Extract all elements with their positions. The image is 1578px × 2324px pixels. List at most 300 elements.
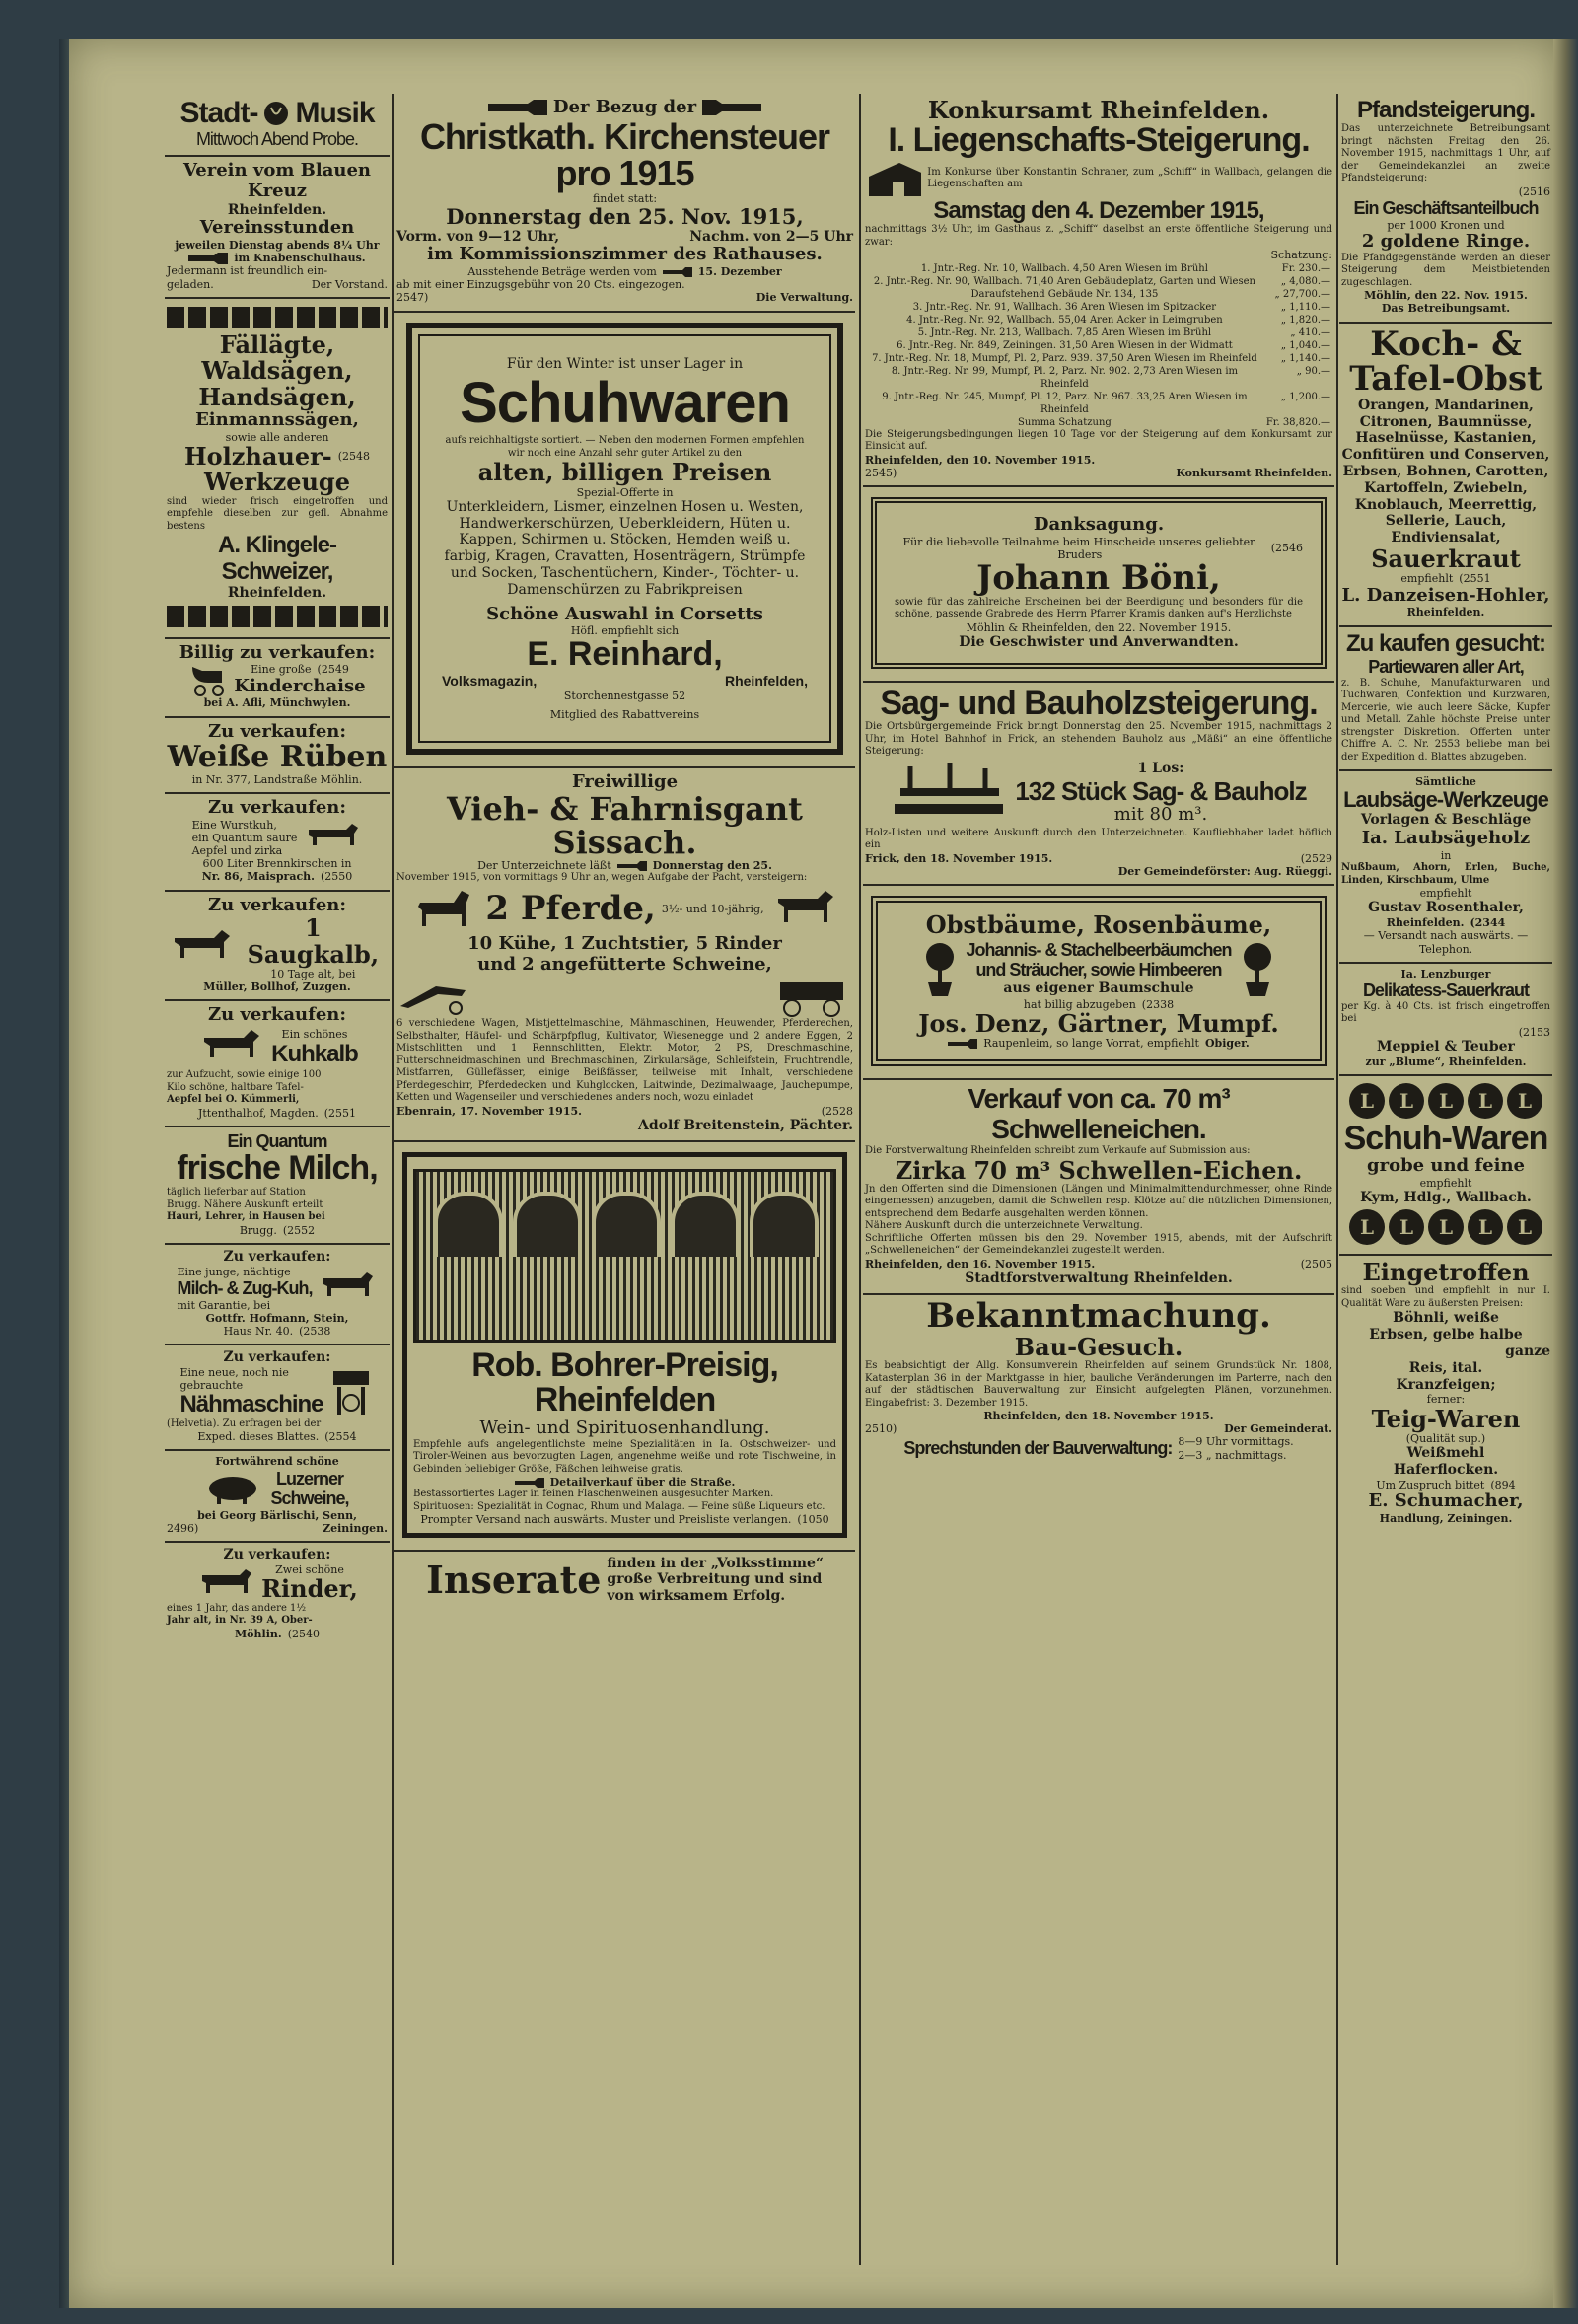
ornament-letter: L <box>1468 1209 1503 1245</box>
ad-title: Koch- & <box>1370 324 1522 364</box>
ornament-bar <box>167 606 388 627</box>
ad-text: Wein- und Spirituosenhandlung. <box>479 1417 770 1439</box>
property-row <box>865 365 1332 391</box>
ad-place: Zeiningen. <box>323 1522 388 1536</box>
property-description: 9. Jntr.-Reg. Nr. 245, Mumpf, Pl. 12, Parz. Nr. 967. 33,25 Aren Wiesen im Rheinfeld <box>882 391 1248 415</box>
ad-text: ein Quantum saure <box>191 831 298 844</box>
ad-text: findet statt: <box>592 192 658 206</box>
ad-signature: Der Gemeindeförster: Aug. Rüeggi. <box>1117 865 1332 879</box>
ad-title: Zu verkaufen: <box>223 1349 331 1366</box>
ad-text: November 1915, von vormittags 9 Uhr an, wegen Aufgabe der Pacht, versteigern: <box>396 872 808 884</box>
wagon-icon <box>774 975 853 1018</box>
ad-text: Mittwoch Abend Probe. <box>195 128 359 149</box>
ad-advertiser: Jos. Denz, Gärtner, Mumpf. <box>918 1008 1279 1038</box>
column-2 <box>394 94 855 2265</box>
ad-text: Aepfel bei O. Kümmerli, <box>167 1094 300 1106</box>
ad-text: finden in der „Volksstimme“ <box>607 1555 824 1571</box>
ad-title: Waldsägen, <box>201 356 353 386</box>
ad-text: Jttenthalhof, Magden. <box>197 1106 319 1120</box>
ad-headline: Ia. Laubsägeholz <box>1361 828 1531 849</box>
ad-text: sowie für das zahlreiche Erscheinen bei der Beerdigung und besonders für die schöne, passende Grabrede des Herrn Pfarrer Kramis danken auf's Herzlichste <box>895 596 1303 620</box>
ad-text: mit Garantie, bei <box>177 1298 271 1312</box>
property-value: „ 1,040.— <box>1280 339 1330 351</box>
property-value: Fr. 38,820.— <box>1265 416 1330 428</box>
ad-title: Zu verkaufen: <box>207 894 347 915</box>
ornament-circles <box>1341 1209 1550 1245</box>
ad-schuh-waren <box>1339 1076 1552 1256</box>
pig-icon <box>205 1471 264 1506</box>
ad-text: Jedermann ist freundlich ein- <box>167 264 328 278</box>
ad-text: Für die liebevolle Teilnahme beim Hinscheide unseres geliebten Bruders <box>902 535 1257 561</box>
ad-headline: Johann Böni, <box>976 558 1221 599</box>
ad-text: Eine neue, noch nie <box>179 1365 289 1379</box>
ad-text: aufs reichhaltigste sortiert. — Neben den modernen Formen empfehlen wir noch eine Anzahl sehr guter Artikel zu den <box>445 435 805 459</box>
ad-text: jeweilen Dienstag abends 8¼ Uhr <box>175 239 380 253</box>
ad-title: frische Milch, <box>177 1149 378 1188</box>
ad-naehmaschine <box>165 1345 390 1451</box>
ad-advertiser: Gustav Rosenthaler, <box>1368 900 1524 916</box>
ad-text: Die Steigerungsbedingungen liegen 10 Tage vor der Steigerung auf dem Konkursamt zur Einsicht auf. <box>865 428 1332 453</box>
ad-date: Rheinfelden, den 10. November 1915. <box>865 453 1096 467</box>
property-table <box>865 262 1332 429</box>
ad-title: Eingetroffen <box>1362 1258 1530 1287</box>
ad-text: per Kg. à 40 Cts. ist frisch eingetroffen bei <box>1341 1000 1550 1025</box>
ad-title: Zu verkaufen: <box>207 796 347 818</box>
ad-number: 2545) <box>865 466 897 479</box>
ad-number: (2516 <box>1518 184 1550 198</box>
ad-text: Nähere Auskunft durch die unterzeichnete Verwaltung. <box>865 1220 1143 1232</box>
ad-signature: Die Verwaltung. <box>755 291 853 305</box>
property-description: Summa Schatzung <box>1018 416 1112 428</box>
ad-number: (2540 <box>287 1627 320 1640</box>
ad-bekanntmachung <box>863 1295 1334 1468</box>
ad-text: sind soeben und empfiehlt in nur I. Qualität Ware zu äußersten Preisen: <box>1341 1285 1550 1309</box>
ad-text: Raupenleim, so lange Vorrat, empfiehlt <box>983 1037 1199 1051</box>
cattle-icon <box>196 1565 255 1601</box>
potted-tree-icon <box>1238 939 1277 998</box>
ad-text: Höfl. empfiehlt sich <box>570 624 680 638</box>
ad-wurstkuh <box>165 794 390 892</box>
ad-number: (2538 <box>299 1324 331 1338</box>
ad-place: Rheinfelden. <box>1386 916 1465 930</box>
ad-number: (2505 <box>1300 1257 1332 1271</box>
pointing-hand-icon <box>188 253 228 264</box>
ad-schwelleneichen <box>863 1080 1334 1294</box>
ad-time: 2—3 „ nachmittags. <box>1178 1448 1287 1462</box>
ad-title: Obstbäume, Rosenbäume, <box>925 910 1272 940</box>
ad-weisse-rueben <box>165 718 390 794</box>
ad-text: Spezial-Offerte in <box>576 485 674 499</box>
ad-text: Detailverkauf über die Straße. <box>549 1476 736 1489</box>
ad-text: täglich lieferbar auf Station <box>167 1187 306 1198</box>
ad-title: Der Bezug der <box>552 97 697 117</box>
ad-text: Orangen, Mandarinen, Citronen, Baumnüsse, Haselnüsse, Kastanien, Confitüren und Conserven, Erbsen, Bohnen, Carotten, Kartoffeln, Zwiebeln, Knoblauch, Meerrettig, Sellerie, Lauch, Endiviensalat, <box>1341 397 1550 546</box>
ad-text: empfiehlt <box>1419 1177 1472 1191</box>
ad-text: zur Aufzucht, sowie einige 100 <box>167 1069 322 1081</box>
ad-text: 3½- und 10-jährig, <box>661 903 764 916</box>
ad-text: hat billig abzugeben <box>1023 997 1136 1011</box>
ad-schuhwaren-reinhard <box>394 313 855 769</box>
pointing-hand-icon <box>617 861 647 871</box>
ad-text: sowie alle anderen <box>225 430 329 444</box>
ornament-letter: L <box>1428 1209 1464 1245</box>
ad-text: Ausstehende Beträge werden vom <box>467 265 657 279</box>
page-edge <box>1553 39 1578 2308</box>
ad-text: geladen. <box>167 277 214 291</box>
ad-kirchensteuer <box>394 94 855 313</box>
ad-text: Unterkleidern, Lismer, einzelnen Hosen u. Westen, Handwerkerschürzen, Ueberkleidern, Hüten u. Kappen, Schirmen u. Stöcken, Hemden weiß u. farbig, Kragen, Cravatten, Hosenträgern, Strümpfe und Socken, Taschentüchern, Kinder-, Töchter- u. Damenschürzen zu Fabrikpreisen <box>444 498 806 598</box>
ad-place: zur „Blume“, Rheinfelden. <box>1365 1054 1527 1068</box>
property-row <box>865 262 1332 275</box>
property-row <box>865 314 1332 327</box>
property-description: Daraufstehend Gebäude Nr. 134, 135 <box>970 288 1159 300</box>
ad-text: gebrauchte <box>179 1379 244 1393</box>
ad-number: (2153 <box>1518 1025 1550 1039</box>
ad-title: Kuhkalb <box>271 1040 358 1067</box>
ad-text: ab mit einer Einzugsgebühr von 20 Cts. eingezogen. <box>396 278 685 292</box>
ad-text: von wirksamem Erfolg. <box>607 1588 786 1605</box>
ad-number: 2547) <box>396 291 429 305</box>
ad-text: Empfehle aufs angelegentlichste meine Spezialitäten in Ia. Ostschweizer- und Tiroler-Weinen aus bevorzugten Lagen, angenehme weiße und rote Tischweine, in Gebinden beliebiger Größe, Fäßchen leihweise gratis. <box>413 1438 836 1475</box>
ad-blaues-kreuz <box>165 157 390 299</box>
ad-title: Vieh- & Fahrnisgant Sissach. <box>447 789 803 861</box>
property-description: 3. Jntr.-Reg. Nr. 91, Wallbach. 36 Aren Wiesen im Spitzacker <box>912 301 1217 313</box>
ad-obstbaeume <box>863 886 1334 1080</box>
ad-number: (2546 <box>1270 542 1303 555</box>
cow-icon <box>318 1269 377 1308</box>
wine-cellar-woodcut-illustration <box>413 1169 836 1343</box>
pointing-hand-icon <box>663 267 692 277</box>
property-value: „ 1,110.— <box>1280 301 1330 313</box>
property-row <box>865 301 1332 314</box>
cow-icon <box>303 820 362 855</box>
property-value: „ 27,700.— <box>1274 288 1330 300</box>
column-4 <box>1339 94 1552 2265</box>
ad-signature: Die Geschwister und Anverwandten. <box>959 633 1239 650</box>
ad-heading: Bau-Gesuch. <box>1014 1332 1184 1361</box>
ad-text: per 1000 Kronen und <box>1387 218 1505 232</box>
ad-date: Rheinfelden, den 16. November 1915. <box>865 1257 1096 1271</box>
ad-text: Prompter Versand nach auswärts. Muster und Preisliste verlangen. <box>420 1513 792 1527</box>
property-description: 5. Jntr.-Reg. Nr. 213, Wallbach. 7,85 Aren Wiesen im Brühl <box>917 327 1212 338</box>
ad-text: Böhnli, weiße <box>1393 1310 1499 1327</box>
diamond-border-frame <box>406 323 843 756</box>
property-value: „ 410.— <box>1290 327 1330 338</box>
ad-headline: grobe und feine <box>1367 1155 1525 1177</box>
ad-text: Ia. Lenzburger <box>1400 967 1491 980</box>
ad-number: (2344 <box>1470 916 1506 930</box>
ad-text: Haferflocken. <box>1393 1462 1499 1479</box>
ad-text: Für den Winter ist unser Lager in <box>506 355 744 372</box>
ad-advertiser: E. Reinhard, <box>527 635 723 674</box>
ad-text: mit 80 m³. <box>1113 804 1208 826</box>
ad-text: Um Zuspruch bittet <box>1376 1478 1485 1491</box>
ad-text: große Verbreitung und sind <box>607 1571 823 1588</box>
ad-signature: Der Gemeinderat. <box>1224 1422 1332 1436</box>
property-value: Fr. 230.— <box>1281 262 1330 274</box>
ornament-circles <box>1341 1083 1550 1119</box>
ad-title: Schuh-Waren <box>1343 1119 1548 1157</box>
column-1 <box>165 94 390 2265</box>
ad-text: 10 Tage alt, bei <box>270 968 356 981</box>
ad-text: in <box>1440 848 1452 862</box>
potted-tree-icon <box>920 939 960 998</box>
ornament-letter: L <box>1349 1209 1385 1245</box>
ad-text: Exped. dieses Blattes. <box>197 1430 320 1444</box>
ad-address: Storchennestgasse 52 <box>563 689 686 702</box>
property-description: 8. Jntr.-Reg. Nr. 99, Mumpf, Pl. 2, Parz. Nr. 902. 2,73 Aren Wiesen im Rheinfeld <box>891 365 1239 390</box>
ad-date: Ebenrain, 17. November 1915. <box>396 1104 582 1118</box>
ad-inserate <box>394 1552 855 1611</box>
ad-bohrer-preisig <box>394 1142 855 1552</box>
ad-text: Volksmagazin, <box>442 673 538 690</box>
ad-heading: Vereinsstunden <box>199 217 355 239</box>
ad-headline: Partiewaren aller Art, <box>1368 656 1524 677</box>
ad-text: 1 Los: <box>1137 760 1184 776</box>
ad-text: Möhlin. <box>235 1627 282 1640</box>
ad-signature: Obiger. <box>1204 1037 1250 1051</box>
ad-number: 2510) <box>865 1422 897 1436</box>
ad-title: Fällägte, <box>219 329 335 359</box>
ad-title: Inserate <box>426 1557 602 1602</box>
ad-place: Rheinfelden. <box>1406 606 1485 619</box>
ad-kuhkalb <box>165 1001 390 1126</box>
ad-title: Johannis- & Stachelbeerbäumchen <box>966 939 1232 960</box>
ad-number: (1050 <box>797 1513 829 1527</box>
ad-signature: Konkursamt Rheinfelden. <box>1176 466 1332 479</box>
ad-pfandsteigerung <box>1339 94 1552 324</box>
pointing-hand-icon <box>488 100 547 115</box>
ad-date: Rheinfelden, den 18. November 1915. <box>983 1410 1214 1423</box>
calf-icon <box>167 926 233 970</box>
ad-title: I. Liegenschafts-Steigerung. <box>888 121 1310 160</box>
ad-title: Zu verkaufen: <box>223 1248 331 1265</box>
ad-number: (2549 <box>317 663 349 677</box>
ad-sauerkraut <box>1339 964 1552 1076</box>
ad-text: Mitglied des Rabattvereins <box>549 708 700 722</box>
ad-text: aus eigener Baumschule <box>1003 980 1194 996</box>
property-row <box>865 352 1332 365</box>
ad-title: Tafel-Obst <box>1349 359 1542 399</box>
ad-text: Telephon. <box>1418 942 1473 956</box>
horse-icon <box>410 885 479 934</box>
ad-text: Es beabsichtigt der Allg. Konsumverein Rheinfelden auf seinem Grundstück Nr. 1808, Katasterplan 36 in der Marktgasse in hier, bauliche Veränderungen im Parterre, nach den auf der städtischen Bauverwaltung zur Einsicht aufgelegten Plänen, vorzunehmen. Eingabefrist: 3. Dezember 1915. <box>865 1360 1332 1409</box>
ad-title: und Sträucher, sowie Himbeeren <box>975 960 1222 980</box>
ad-text: nachmittags 3½ Uhr, im Gasthaus z. „Schiff“ daselbst an erste öffentliche Steigerung und zwar: <box>865 224 1332 248</box>
ad-heading: Sprechstunden der Bauverwaltung: <box>903 1438 1173 1459</box>
ad-time: Nachm. von 2—5 Uhr <box>689 228 853 245</box>
ad-title: Rinder, <box>261 1574 358 1604</box>
ad-text: in Nr. 377, Landstraße Möhlin. <box>191 772 363 786</box>
property-value: „ 4,080.— <box>1280 275 1330 287</box>
ad-title: Stadt- <box>179 97 258 129</box>
ad-text: Nußbaum, Ahorn, Erlen, Buche, Linden, Kirschbaum, Ulme <box>1341 862 1550 886</box>
ad-signature: Adolf Breitenstein, Pächter. <box>638 1117 853 1133</box>
ad-date: Donnerstag den 25. Nov. 1915, <box>446 204 804 230</box>
property-value: „ 1,140.— <box>1280 352 1330 364</box>
ad-date: Samstag den 4. Dezember 1915, <box>933 197 1264 225</box>
property-value: „ 1,820.— <box>1280 314 1330 326</box>
property-row <box>865 339 1332 352</box>
column-rule <box>859 94 861 2265</box>
ad-title: Zu kaufen gesucht: <box>1345 629 1546 657</box>
ad-schweine <box>165 1451 390 1543</box>
ad-title: Einmannssägen, <box>195 408 359 430</box>
cow-icon <box>770 885 839 934</box>
ad-advertiser: Rob. Bohrer-Preisig, Rheinfelden <box>471 1345 778 1419</box>
ad-title: Christkath. Kirchensteuer pro 1915 <box>419 115 830 194</box>
property-description: 7. Jntr.-Reg. Nr. 18, Mumpf, Pl. 2, Parz. 939. 37,50 Aren Wiesen im Rheinfeld <box>872 352 1257 364</box>
pointing-hand-icon <box>515 1478 544 1488</box>
ad-text: Haus Nr. 40. <box>223 1324 294 1338</box>
property-value: „ 90.— <box>1296 365 1330 377</box>
ad-werkzeuge <box>165 299 390 639</box>
ad-title: Ein Quantum <box>227 1130 327 1151</box>
ad-number: (2338 <box>1141 997 1175 1011</box>
ad-number: (2550 <box>320 870 353 884</box>
ad-title: Fortwährend schöne <box>215 1455 339 1469</box>
ad-number: (894 <box>1490 1478 1516 1491</box>
ad-saugkalb <box>165 892 390 1002</box>
ad-text: empfiehlt <box>1400 572 1454 586</box>
ad-text: Die Forstverwaltung Rheinfelden schreibt zum Verkaufe auf Submission aus: <box>865 1145 1251 1157</box>
column-3 <box>863 94 1334 2265</box>
ad-date: 15. Dezember <box>697 265 782 279</box>
ad-headline: Schöne Auswahl in Corsetts <box>486 603 763 624</box>
ornament-bar <box>167 307 388 328</box>
ad-advertiser: Meppiel & Teuber <box>1377 1038 1515 1054</box>
sewing-machine-icon <box>329 1367 375 1416</box>
ad-title: Zu verkaufen: <box>207 1004 347 1026</box>
ad-text: Schriftliche Offerten müssen bis den 29. November 1915, abends, mit der Aufschrift „Schwelleneichen“ der Gemeindekanzlei zugestellt werden. <box>865 1232 1332 1257</box>
ad-text: Im Konkurse über Konstantin Schraner, zum „Schiff“ in Wallbach, gelangen die Liegenschaften am <box>927 166 1332 190</box>
ad-text: Reis, ital. <box>1408 1359 1483 1376</box>
ad-title: Luzerner <box>275 1468 344 1489</box>
ad-text: Die Ortsbürgergemeinde Frick bringt Donnerstag den 25. November 1915, nachmittags 2 Uhr, im Hotel Bahnhof in Frick, an stehendem Bauholz aus „Mäßi“ an eine öffentliche Steigerung: <box>865 721 1332 758</box>
ad-text: Kilo schöne, haltbare Tafel- <box>167 1081 304 1093</box>
ad-title: Konkursamt Rheinfelden. <box>927 96 1270 124</box>
ad-rinder <box>165 1543 390 1646</box>
ad-signature: Der Vorstand. <box>311 277 388 291</box>
property-description: 4. Jntr.-Reg. Nr. 92, Wallbach. 55,04 Aren Acker in Leimgruben <box>906 314 1223 326</box>
woodcutters-illustration <box>891 759 1009 828</box>
ad-title: Sag- und Bauholzsteigerung. <box>880 684 1318 722</box>
ad-text: Rheinfelden. <box>227 201 327 218</box>
ornament-letter: L <box>1468 1083 1503 1119</box>
ad-text: Hauri, Lehrer, in Hausen bei <box>167 1211 325 1223</box>
ad-title: Bekanntmachung. <box>926 1295 1271 1336</box>
ad-title: Zu verkaufen: <box>223 1547 331 1563</box>
ad-text: Sämtliche <box>1415 775 1476 789</box>
ad-title: Musik <box>295 97 375 129</box>
ad-title: Weiße Rüben <box>167 740 388 775</box>
ad-time: Vorm. von 9—12 Uhr, <box>396 228 560 245</box>
ad-text: im Knabenschulhaus. <box>234 252 366 265</box>
ad-title: Schweine, <box>270 1489 349 1509</box>
ornament-letter: L <box>1389 1083 1424 1119</box>
ad-headline: Zirka 70 m³ Schwellen-Eichen. <box>895 1155 1303 1185</box>
ad-title: Holzhauer- <box>183 441 332 471</box>
ad-text: — Versandt nach auswärts. — <box>1363 929 1529 943</box>
ad-koch-tafel-obst <box>1339 324 1552 627</box>
ad-title: Werkzeuge <box>204 468 350 497</box>
ad-text: Müller, Bollhof, Zuzgen. <box>203 980 351 994</box>
ad-date: Möhlin, den 22. Nov. 1915. <box>1364 289 1528 303</box>
ad-text: z. B. Schuhe, Manufakturwaren und Tuchwaren, Confektion und Kurzwaren, Mercerie, wie auch leere Säcke, Kupfer und Metall. Zahle höchste Preise unter strengster Diskretion. Offerten unter Chiffre A. C. Nr. 2553 beliebe man bei der Expedition d. Blattes abzugeben. <box>1341 677 1550 763</box>
ad-date: Frick, den 18. November 1915. <box>865 851 1053 865</box>
ad-number: (2552 <box>282 1223 316 1237</box>
ad-konkursamt <box>863 94 1334 487</box>
ad-title: Laubsäge-Werkzeuge <box>1343 787 1548 813</box>
ad-advertiser: L. Danzeisen-Hohler, <box>1341 584 1550 606</box>
ad-number: 2496) <box>167 1522 199 1536</box>
ad-time: 8—9 Uhr vormittags. <box>1178 1435 1294 1449</box>
ad-laubsaege <box>1339 771 1552 964</box>
ornament-letter: L <box>1428 1083 1464 1119</box>
ad-text: Brugg. <box>239 1223 277 1237</box>
ad-text: 600 Liter Brennkirschen in <box>202 857 352 871</box>
ad-stadtmusik <box>165 94 390 157</box>
ad-text: Nr. 86, Maisprach. <box>201 870 315 884</box>
ad-number: (2548 <box>337 450 371 464</box>
ad-title: Zu verkaufen: <box>207 720 347 742</box>
ad-headline: Vorlagen & Beschläge <box>1360 812 1532 829</box>
ad-number: (2551 <box>1459 572 1491 586</box>
ad-text: Brugg. Nähere Auskunft erteilt <box>167 1198 323 1210</box>
ad-kinderchaise <box>165 639 390 718</box>
ad-signature: Stadtforstverwaltung Rheinfelden. <box>965 1271 1233 1287</box>
ad-text: Jahr alt, in Nr. 39 A, Ober- <box>167 1615 313 1627</box>
ad-eingetroffen <box>1339 1256 1552 1531</box>
ad-text: empfiehlt <box>1419 887 1472 901</box>
ad-text: Schatzung: <box>1270 249 1332 262</box>
ad-zu-kaufen-gesucht <box>1339 627 1552 772</box>
ad-signature: Das Betreibungsamt. <box>1381 302 1511 316</box>
ad-frische-milch <box>165 1127 390 1245</box>
ad-text: Holz-Listen und weitere Auskunft durch den Unterzeichneten. Kaufliebhaber ladet höflich ein <box>865 827 1332 851</box>
ad-title: 1 Saugkalb, <box>247 913 380 969</box>
pram-icon <box>188 663 228 696</box>
ornamental-frame <box>871 497 1327 669</box>
pointing-hand-left-icon <box>702 100 761 115</box>
property-value: „ 1,200.— <box>1280 391 1330 402</box>
ad-text: Der Unterzeichnete läßt <box>477 859 611 873</box>
ad-number: (2528 <box>821 1104 853 1118</box>
ad-place: Rheinfelden, <box>724 673 808 690</box>
ad-text: Eine Wurstkuh, <box>191 818 277 832</box>
ad-headline: Teig-Waren <box>1371 1404 1521 1433</box>
property-row <box>865 275 1332 288</box>
column-rule <box>1336 94 1338 2265</box>
ad-title: Verkauf von ca. 70 m³ Schwelleneichen. <box>968 1083 1230 1145</box>
ad-text: Das unterzeichnete Betreibungsamt bringt nächsten Freitag den 26. November 1915, nachmittags 1 Uhr, auf der Gemeindekanzlei an zweite Pfandsteigerung: <box>1341 123 1550 184</box>
ad-text: Eine große <box>251 663 312 677</box>
ad-date: Möhlin & Rheinfelden, den 22. November 1915. <box>966 620 1232 634</box>
ad-number: (2529 <box>1300 851 1332 865</box>
ad-headline: alten, billigen Preisen <box>477 458 772 487</box>
lyre-emblem-icon <box>263 101 289 126</box>
ad-headline: und 2 angefütterte Schweine, <box>477 953 772 975</box>
ad-text: Jn den Offerten sind die Dimensionen (Längen und Minimalmittendurchmesser, ohne Rinde eingemessen) anzugeben, damit die Schwellen resp. Klötze auf die nützlichen Dimensionen, entsprechend dem Bedarfe ausgehalten werden können. <box>865 1183 1332 1219</box>
house-icon <box>865 159 921 198</box>
ad-text: Die Pfandgegenstände werden an dieser Steigerung dem Meistbietenden zugeschlagen. <box>1341 252 1550 288</box>
ad-number: (2551 <box>323 1106 357 1120</box>
ad-title: Verein vom Blauen Kreuz <box>182 160 371 201</box>
ad-text: Kranzfeigen; <box>1396 1376 1496 1393</box>
ad-headline: Sauerkraut <box>1371 545 1521 574</box>
ornament-letter: L <box>1507 1083 1542 1119</box>
ad-text: Gottfr. Hofmann, Stein, <box>205 1311 349 1325</box>
